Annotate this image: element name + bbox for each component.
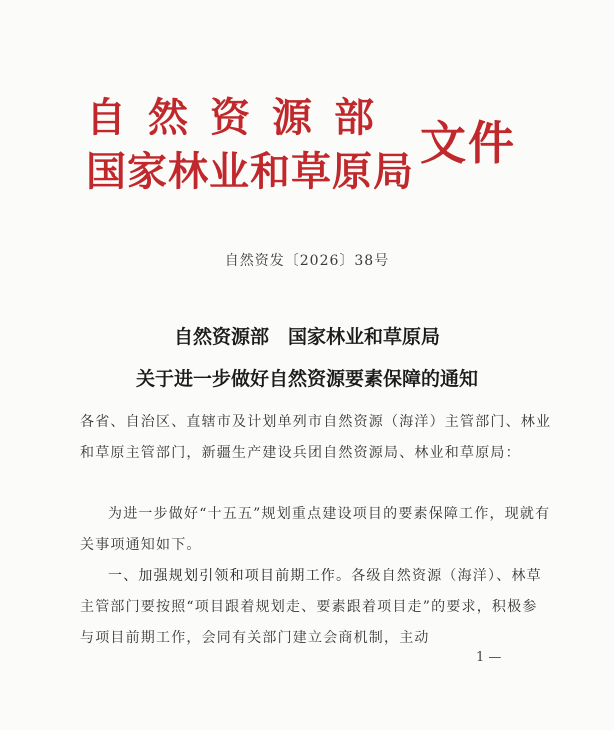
page-number: 1 — (476, 650, 502, 665)
issuer-line-2: 国家林业和草原局 (86, 148, 414, 195)
title-line-2: 关于进一步做好自然资源要素保障的通知 (135, 368, 478, 390)
section-1-paragraph (80, 561, 552, 654)
issuer-line-1: 自然资源部 (86, 94, 396, 141)
issuer-header (86, 94, 414, 195)
section-1-text: 各级自然资源（海洋）、林草主管部门要按照“项目跟着规划走、要素跟着项目走”的要求，积极参与项目前期工作，会同有关部门建立会商机制，主动 (80, 568, 542, 646)
document-type-label: 文件 (420, 116, 516, 170)
document-number: 自然资发〔2026〕38号 (224, 253, 390, 269)
intro-paragraph: 为进一步做好“十五五”规划重点建设项目的要素保障工作，现就有关事项通知如下。 (80, 506, 551, 553)
section-1-heading: 一、加强规划引领和项目前期工作。 (108, 568, 352, 584)
title-line-1: 自然资源部 国家林业和草原局 (173, 326, 440, 348)
addressee-paragraph: 各省、自治区、直辖市及计划单列市自然资源（海洋）主管部门、林业和草原主管部门，新疆生产建设兵团自然资源局、林业和草原局： (80, 414, 552, 461)
